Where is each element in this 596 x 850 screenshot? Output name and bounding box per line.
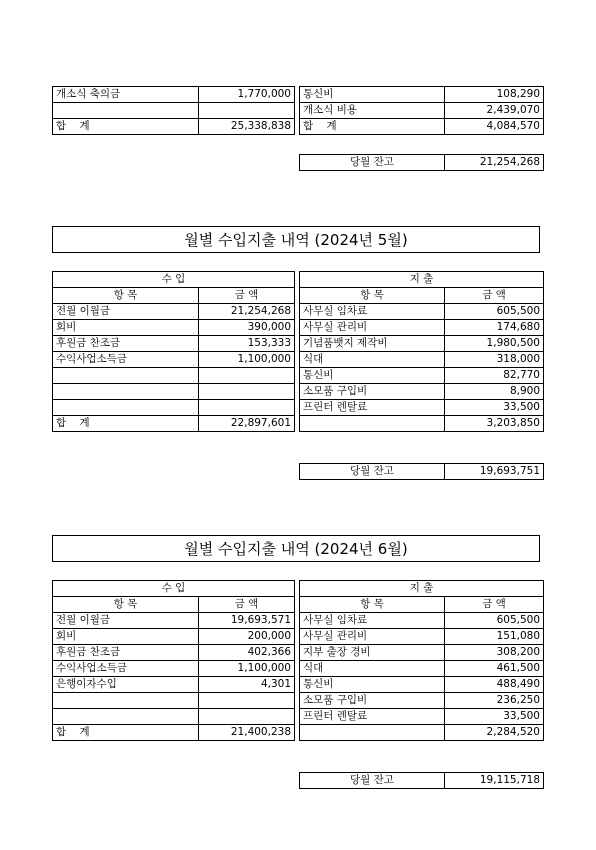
income-amount: 390,000	[199, 320, 295, 336]
may-title: 월별 수입지출 내역 (2024년 5월)	[52, 226, 540, 253]
income-amount: 1,770,000	[199, 87, 295, 103]
expense-amount: 1,980,500	[445, 336, 544, 352]
col-item-header: 항 목	[300, 597, 445, 613]
expense-amount: 308,200	[445, 645, 544, 661]
column-header-row	[53, 288, 544, 304]
income-item: 수익사업소득금	[53, 352, 199, 368]
income-item	[53, 693, 199, 709]
table-row	[53, 320, 544, 336]
expense-item: 식대	[300, 661, 445, 677]
income-amount: 19,693,571	[199, 613, 295, 629]
income-item: 은행이자수입	[53, 677, 199, 693]
table-row	[53, 103, 544, 119]
expense-item: 프린터 렌탈료	[300, 400, 445, 416]
expense-amount: 33,500	[445, 709, 544, 725]
expense-header: 지 출	[300, 272, 544, 288]
balance-value: 19,115,718	[445, 773, 544, 789]
table-row	[53, 352, 544, 368]
expense-item: 통신비	[300, 368, 445, 384]
section-header-row	[53, 581, 544, 597]
balance-value: 21,254,268	[445, 155, 544, 171]
expense-item: 사무실 관리비	[300, 629, 445, 645]
table-row	[53, 613, 544, 629]
expense-item: 프린터 렌탈료	[300, 709, 445, 725]
table-row	[53, 304, 544, 320]
expense-amount: 8,900	[445, 384, 544, 400]
section-header-row	[53, 272, 544, 288]
june-ledger-table	[52, 580, 544, 741]
income-amount: 21,254,268	[199, 304, 295, 320]
income-item: 전월 이월금	[53, 304, 199, 320]
col-item-header: 항 목	[53, 288, 199, 304]
income-amount	[199, 693, 295, 709]
income-amount	[199, 368, 295, 384]
expense-amount: 318,000	[445, 352, 544, 368]
expense-amount: 461,500	[445, 661, 544, 677]
expense-total-label	[300, 416, 445, 432]
balance-row	[300, 155, 544, 171]
income-amount: 200,000	[199, 629, 295, 645]
expense-item: 통신비	[300, 87, 445, 103]
expense-amount: 605,500	[445, 613, 544, 629]
top-ledger-table	[52, 86, 544, 135]
income-amount	[199, 709, 295, 725]
income-item	[53, 400, 199, 416]
expense-item: 사무실 임차료	[300, 304, 445, 320]
expense-item: 사무실 임차료	[300, 613, 445, 629]
expense-total: 3,203,850	[445, 416, 544, 432]
expense-item: 통신비	[300, 677, 445, 693]
income-amount	[199, 384, 295, 400]
may-ledger-table	[52, 271, 544, 432]
income-item: 전월 이월금	[53, 613, 199, 629]
income-item: 후원금 찬조금	[53, 336, 199, 352]
may-balance-table	[299, 463, 544, 480]
income-item: 수익사업소득금	[53, 661, 199, 677]
table-row	[53, 661, 544, 677]
income-amount: 1,100,000	[199, 352, 295, 368]
income-item: 후원금 찬조금	[53, 645, 199, 661]
table-row	[53, 709, 544, 725]
expense-item: 소모품 구입비	[300, 693, 445, 709]
income-header: 수 입	[53, 272, 295, 288]
expense-item: 사무실 관리비	[300, 320, 445, 336]
income-total: 21,400,238	[199, 725, 295, 741]
col-item-header: 항 목	[53, 597, 199, 613]
expense-total-label	[300, 725, 445, 741]
income-total: 25,338,838	[199, 119, 295, 135]
table-row	[53, 693, 544, 709]
expense-header: 지 출	[300, 581, 544, 597]
expense-amount: 151,080	[445, 629, 544, 645]
income-total: 22,897,601	[199, 416, 295, 432]
col-amount-header: 금 액	[199, 597, 295, 613]
income-total-label: 합 계	[53, 119, 199, 135]
balance-label: 당월 잔고	[300, 464, 445, 480]
col-amount-header: 금 액	[445, 597, 544, 613]
table-row	[53, 368, 544, 384]
income-header: 수 입	[53, 581, 295, 597]
expense-item: 기념품뱃지 제작비	[300, 336, 445, 352]
col-amount-header: 금 액	[445, 288, 544, 304]
income-amount	[199, 103, 295, 119]
income-total-label: 합 계	[53, 725, 199, 741]
income-item	[53, 368, 199, 384]
balance-label: 당월 잔고	[300, 155, 445, 171]
june-title: 월별 수입지출 내역 (2024년 6월)	[52, 535, 540, 562]
expense-amount: 174,680	[445, 320, 544, 336]
income-item: 개소식 축의금	[53, 87, 199, 103]
expense-item: 식대	[300, 352, 445, 368]
expense-amount: 236,250	[445, 693, 544, 709]
income-amount: 4,301	[199, 677, 295, 693]
col-amount-header: 금 액	[199, 288, 295, 304]
column-header-row	[53, 597, 544, 613]
table-row	[53, 336, 544, 352]
col-item-header: 항 목	[300, 288, 445, 304]
total-row	[53, 725, 544, 741]
income-item	[53, 384, 199, 400]
expense-item: 개소식 비용	[300, 103, 445, 119]
expense-total: 4,084,570	[445, 119, 544, 135]
expense-amount: 488,490	[445, 677, 544, 693]
expense-amount: 82,770	[445, 368, 544, 384]
expense-total: 2,284,520	[445, 725, 544, 741]
income-total-label: 합 계	[53, 416, 199, 432]
income-amount: 1,100,000	[199, 661, 295, 677]
income-amount	[199, 400, 295, 416]
balance-row	[300, 773, 544, 789]
total-row	[53, 416, 544, 432]
table-row	[53, 629, 544, 645]
income-item: 회비	[53, 320, 199, 336]
top-balance-table	[299, 154, 544, 171]
balance-row	[300, 464, 544, 480]
expense-item: 소모품 구입비	[300, 384, 445, 400]
table-row	[53, 645, 544, 661]
balance-label: 당월 잔고	[300, 773, 445, 789]
balance-value: 19,693,751	[445, 464, 544, 480]
table-row	[53, 677, 544, 693]
expense-amount: 108,290	[445, 87, 544, 103]
table-row	[53, 400, 544, 416]
income-item: 회비	[53, 629, 199, 645]
june-balance-table	[299, 772, 544, 789]
expense-amount: 33,500	[445, 400, 544, 416]
income-amount: 402,366	[199, 645, 295, 661]
expense-total-label: 합 계	[300, 119, 445, 135]
table-row	[53, 87, 544, 103]
expense-amount: 605,500	[445, 304, 544, 320]
table-row	[53, 384, 544, 400]
total-row	[53, 119, 544, 135]
expense-amount: 2,439,070	[445, 103, 544, 119]
income-item	[53, 709, 199, 725]
income-item	[53, 103, 199, 119]
expense-item: 지부 출장 경비	[300, 645, 445, 661]
income-amount: 153,333	[199, 336, 295, 352]
